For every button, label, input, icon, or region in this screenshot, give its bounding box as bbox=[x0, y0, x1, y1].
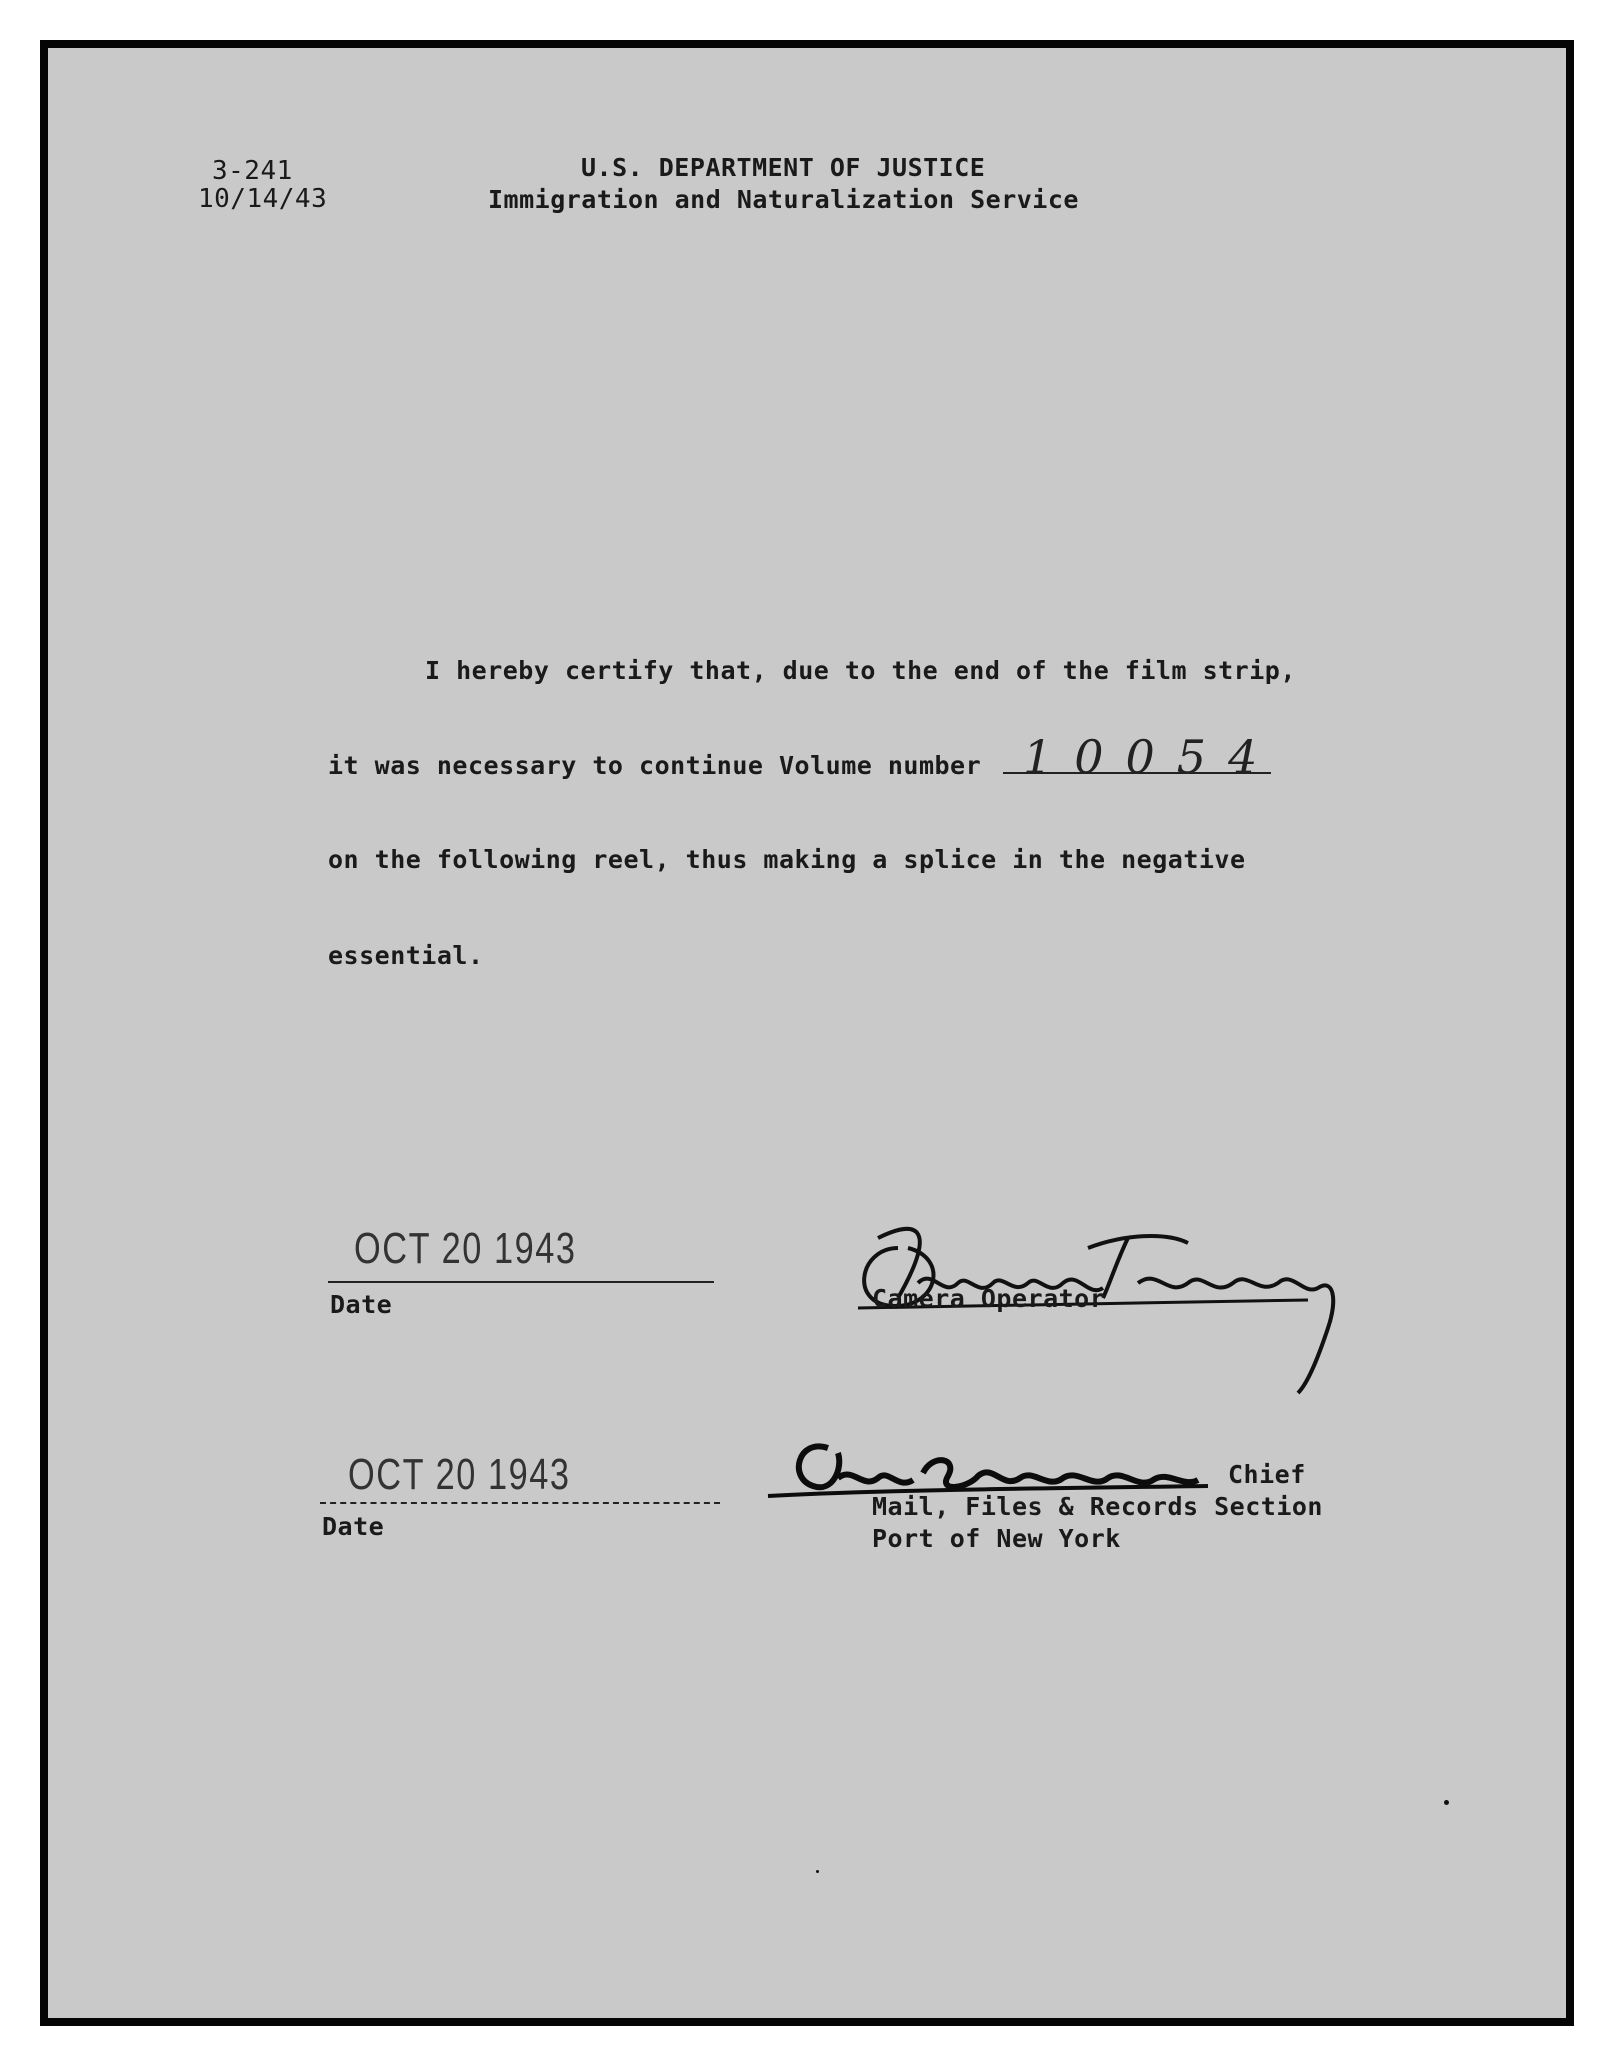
chief-date-line bbox=[320, 1502, 720, 1504]
camera-date-line bbox=[328, 1281, 714, 1283]
chief-title: Chief bbox=[1228, 1460, 1306, 1489]
chief-date-stamp: OCT 20 1943 bbox=[348, 1450, 571, 1499]
form-date: 10/14/43 bbox=[198, 184, 328, 214]
volume-number-line bbox=[1003, 772, 1271, 774]
certification-line-2: it was necessary to continue Volume number bbox=[328, 751, 982, 780]
volume-number-handwritten: 10054 bbox=[1023, 730, 1280, 784]
certification-line-4: essential. bbox=[328, 941, 484, 970]
certification-line-3: on the following reel, thus making a splice in the negative bbox=[328, 845, 1246, 874]
chief-office: Mail, Files & Records Section bbox=[872, 1492, 1323, 1521]
department-heading: U.S. DEPARTMENT OF JUSTICE bbox=[581, 153, 986, 182]
form-number: 3-241 bbox=[212, 156, 293, 186]
chief-location: Port of New York bbox=[872, 1524, 1121, 1553]
scan-speck bbox=[1444, 1800, 1449, 1805]
certification-line-1: I hereby certify that, due to the end of the film strip, bbox=[425, 656, 1296, 685]
document-page bbox=[48, 48, 1566, 2018]
camera-date-label: Date bbox=[330, 1290, 393, 1319]
chief-date-label: Date bbox=[322, 1512, 385, 1541]
scan-speck bbox=[816, 1870, 819, 1873]
camera-operator-title: Camera Operator bbox=[872, 1284, 1106, 1313]
camera-date-stamp: OCT 20 1943 bbox=[354, 1224, 577, 1273]
service-heading: Immigration and Naturalization Service bbox=[488, 185, 1079, 214]
